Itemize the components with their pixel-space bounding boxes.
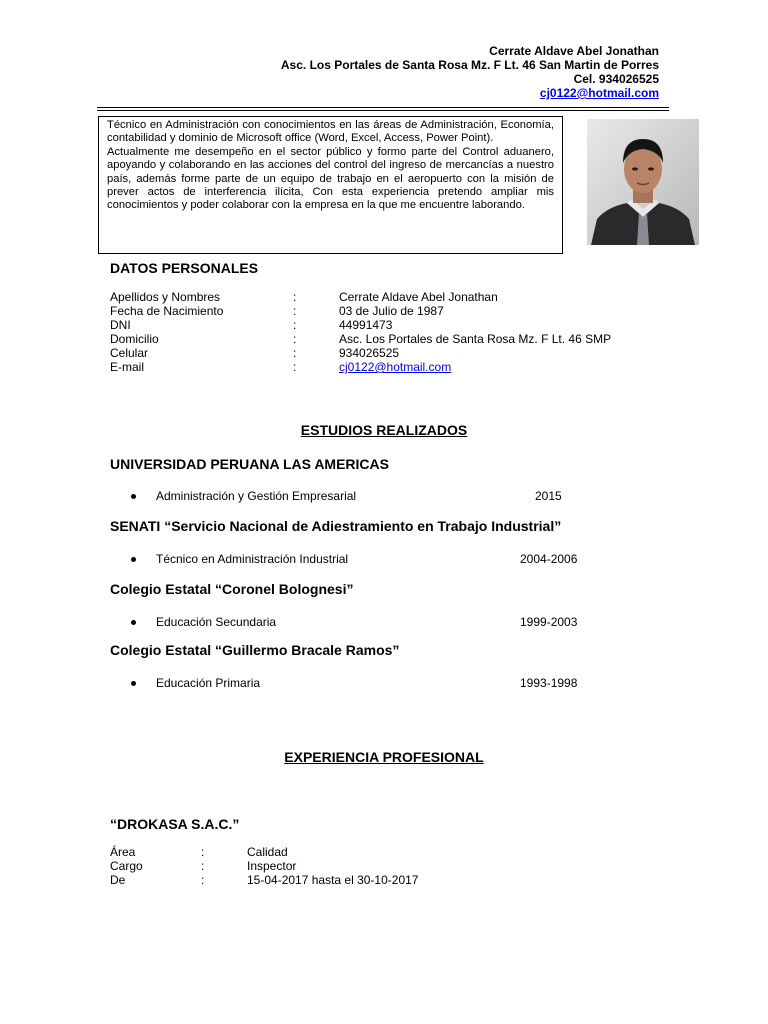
separator: :	[293, 290, 297, 304]
professional-summary	[98, 116, 563, 254]
education-years: 2004-2006	[520, 552, 578, 566]
education-item	[131, 489, 601, 503]
institution-name: SENATI “Servicio Nacional de Adiestramiento en Trabajo Industrial”	[110, 518, 562, 534]
experience-value: Calidad	[247, 845, 288, 859]
personal-label: Apellidos y Nombres	[110, 290, 221, 304]
personal-label: DNI	[110, 318, 131, 332]
header-divider-bottom	[97, 110, 669, 111]
separator: :	[201, 873, 205, 887]
personal-label: Celular	[110, 346, 149, 360]
separator: :	[293, 304, 297, 318]
separator: :	[201, 845, 205, 859]
experience-row	[110, 845, 510, 859]
personal-row	[110, 304, 670, 318]
separator: :	[293, 318, 297, 332]
bullet-icon	[131, 557, 136, 562]
experience-label: De	[110, 873, 126, 887]
institution-name: Colegio Estatal “Guillermo Bracale Ramos”	[110, 642, 400, 658]
education-program: Administración y Gestión Empresarial	[156, 489, 357, 503]
summary-paragraph-1: Técnico en Administración con conocimientos en las áreas de Administración, Economía, contabilidad y dominio de Microsoft office (Word, Excel, Access, Power Point).	[107, 119, 554, 145]
experience-label: Cargo	[110, 859, 143, 873]
personal-label: Domicilio	[110, 332, 159, 346]
education-item	[131, 676, 601, 690]
personal-label: E-mail	[110, 360, 145, 374]
institution-name: Colegio Estatal “Coronel Bolognesi”	[110, 581, 354, 597]
candidate-name: Cerrate Aldave Abel Jonathan	[489, 44, 659, 58]
institution-name: UNIVERSIDAD PERUANA LAS AMERICAS	[110, 456, 389, 472]
personal-value: 934026525	[339, 346, 400, 360]
separator: :	[293, 346, 297, 360]
bullet-icon	[131, 494, 136, 499]
education-program: Técnico en Administración Industrial	[156, 552, 349, 566]
separator: :	[293, 360, 297, 374]
personal-row	[110, 346, 670, 360]
personal-row	[110, 318, 670, 332]
education-years: 1999-2003	[520, 615, 578, 629]
personal-label: Fecha de Nacimiento	[110, 304, 224, 318]
personal-value: 44991473	[339, 318, 393, 332]
experience-label: Área	[110, 845, 136, 859]
summary-paragraph-2: Actualmente me desempeño en el sector público y formo parte del Control aduanero, apoyando y colaborando en las acciones del control del ingreso de mercancías a nuestro país, además forme parte de un equipo de trabajo en el aeropuerto con la misión de prever actos de interferencia ilícita, Con esta experiencia pretendo ampliar mis conocimientos y poder colaborar con la empresa en la que me encuentre laborando.	[107, 145, 554, 212]
bullet-icon	[131, 620, 136, 625]
personal-row	[110, 290, 670, 304]
company-name: “DROKASA S.A.C.”	[110, 816, 240, 832]
candidate-phone: Cel. 934026525	[573, 72, 659, 86]
education-item	[131, 552, 601, 566]
experience-value: 15-04-2017 hasta el 30-10-2017	[247, 873, 419, 887]
bullet-icon	[131, 681, 136, 686]
experience-row	[110, 859, 510, 873]
separator: :	[293, 332, 297, 346]
candidate-address: Asc. Los Portales de Santa Rosa Mz. F Lt. 46 San Martin de Porres	[280, 58, 659, 72]
personal-row	[110, 332, 670, 346]
personal-value: Asc. Los Portales de Santa Rosa Mz. F Lt. 46 SMP	[339, 332, 612, 346]
separator: :	[201, 859, 205, 873]
education-title: ESTUDIOS REALIZADOS	[300, 422, 468, 438]
personal-row	[110, 360, 670, 374]
experience-value: Inspector	[247, 859, 297, 873]
personal-value: Cerrate Aldave Abel Jonathan	[339, 290, 498, 304]
personal-value: 03 de Julio de 1987	[339, 304, 444, 318]
profile-photo	[587, 119, 699, 245]
personal-data-title: DATOS PERSONALES	[110, 260, 259, 276]
candidate-email-link[interactable]: cj0122@hotmail.com	[539, 86, 659, 100]
education-item	[131, 615, 601, 629]
education-years: 1993-1998	[520, 676, 578, 690]
education-program: Educación Secundaria	[156, 615, 277, 629]
personal-email-link[interactable]: cj0122@hotmail.com	[339, 360, 452, 374]
education-program: Educación Primaria	[156, 676, 261, 690]
portrait-illustration	[587, 119, 699, 245]
header-divider-top	[97, 107, 669, 108]
experience-title: EXPERIENCIA PROFESIONAL	[284, 749, 484, 765]
experience-row	[110, 873, 510, 887]
education-years: 2015	[535, 489, 562, 503]
